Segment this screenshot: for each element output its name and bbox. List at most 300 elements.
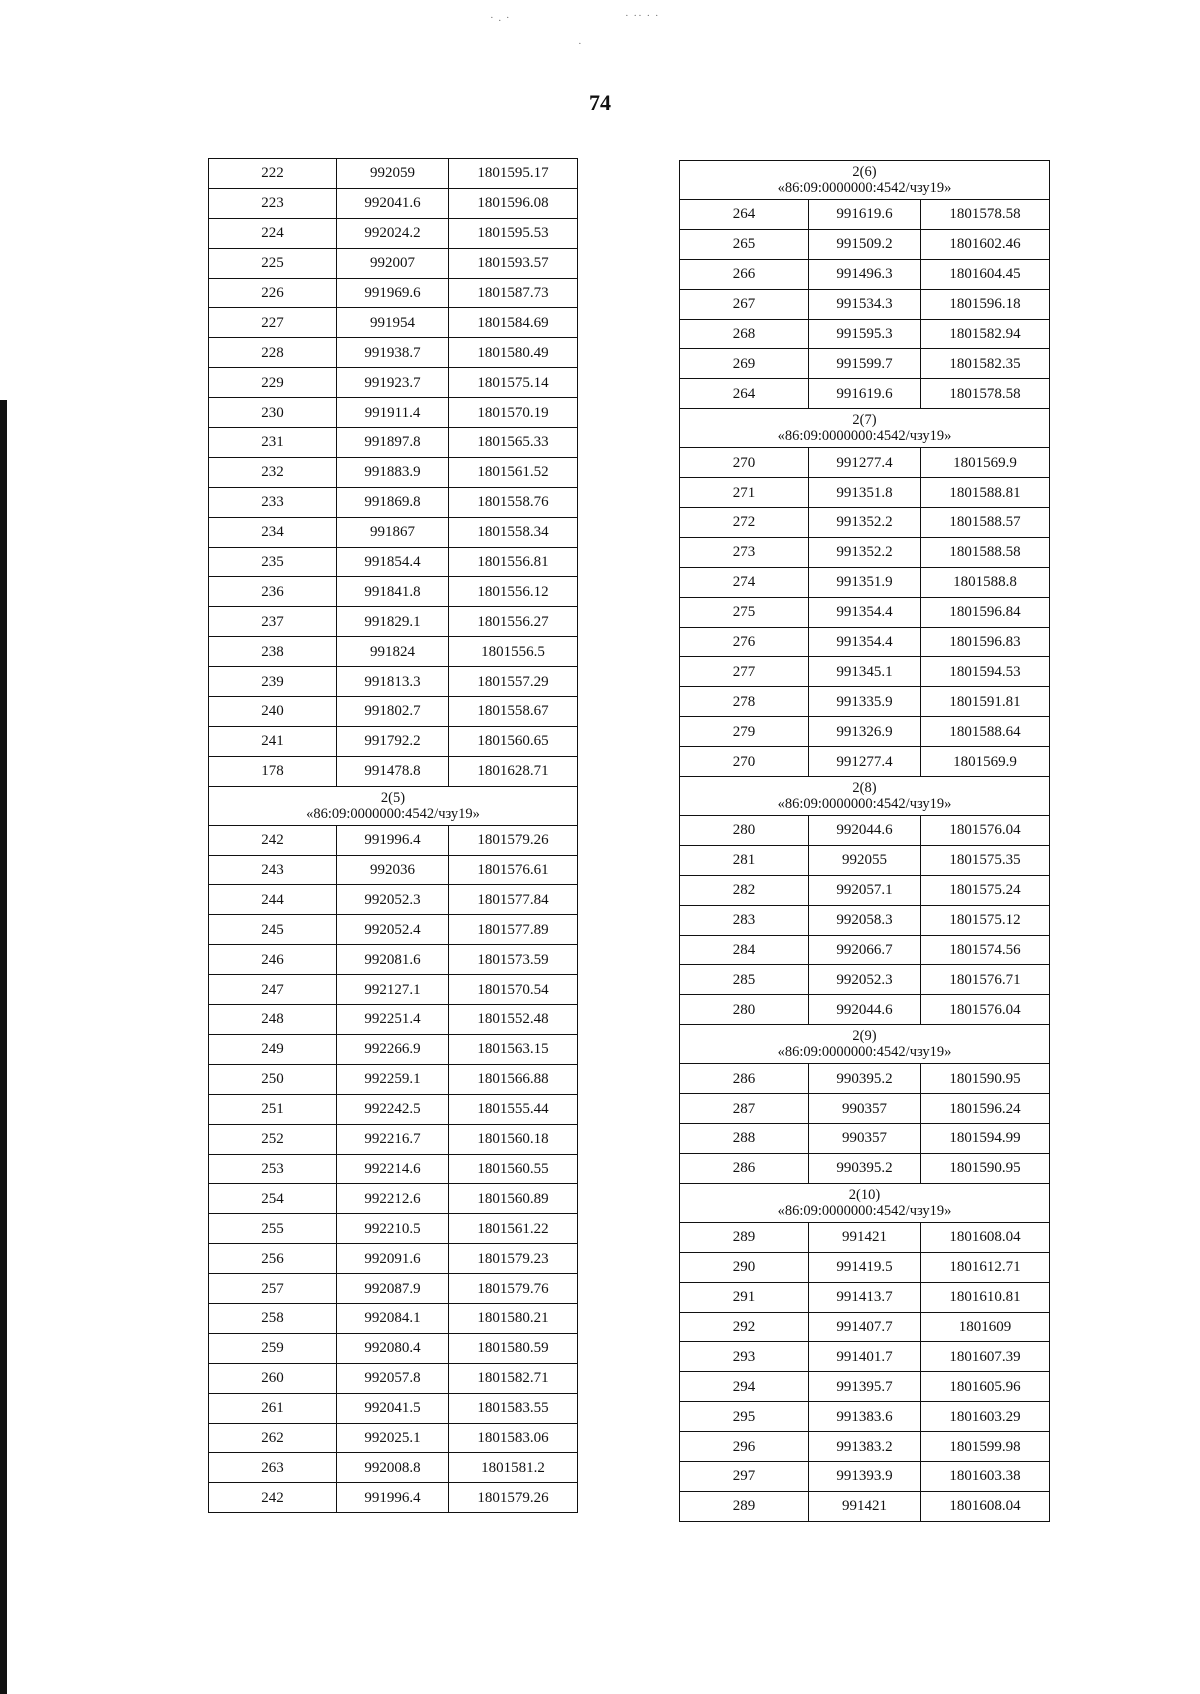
x-coordinate-cell: 991954 [337,308,449,338]
x-coordinate-cell: 990357 [809,1124,921,1154]
x-coordinate-cell: 991352.2 [809,537,921,567]
x-coordinate-cell: 992007 [337,248,449,278]
section-number: 2(10) [848,1186,881,1203]
y-coordinate-cell: 1801583.06 [449,1423,578,1453]
y-coordinate-cell: 1801570.54 [449,975,578,1005]
table-row [680,875,1050,905]
x-coordinate-cell: 991792.2 [337,726,449,756]
point-number-cell: 266 [680,259,809,289]
point-number-cell: 222 [209,159,337,189]
y-coordinate-cell: 1801573.59 [449,945,578,975]
x-coordinate-cell: 991619.6 [809,200,921,230]
section-cadastral-label: «86:09:0000000:4542/чзу19» [777,1202,952,1219]
x-coordinate-cell: 991401.7 [809,1342,921,1372]
point-number-cell: 269 [680,349,809,379]
point-number-cell: 241 [209,726,337,756]
table-row [209,457,578,487]
x-coordinate-cell: 991421 [809,1222,921,1252]
point-number-cell: 225 [209,248,337,278]
y-coordinate-cell: 1801604.45 [921,259,1050,289]
table-row [209,945,578,975]
table-row [209,1154,578,1184]
point-number-cell: 294 [680,1372,809,1402]
point-number-cell: 272 [680,508,809,538]
table-row [209,1393,578,1423]
table-row [680,1064,1050,1094]
table-row [680,1252,1050,1282]
x-coordinate-cell: 992087.9 [337,1274,449,1304]
x-coordinate-cell: 992084.1 [337,1303,449,1333]
table-row [209,915,578,945]
table-row [209,159,578,189]
point-number-cell: 296 [680,1432,809,1462]
point-number-cell: 250 [209,1064,337,1094]
y-coordinate-cell: 1801588.64 [921,717,1050,747]
table-row [680,845,1050,875]
table-row [680,905,1050,935]
table-row [209,278,578,308]
coordinates-table-left [208,158,578,1513]
table-row [680,1124,1050,1154]
x-coordinate-cell: 992057.1 [809,875,921,905]
table-row [680,349,1050,379]
x-coordinate-cell: 992008.8 [337,1453,449,1483]
table-row [209,637,578,667]
point-number-cell: 265 [680,229,809,259]
point-number-cell: 242 [209,825,337,855]
table-row [209,1184,578,1214]
y-coordinate-cell: 1801557.29 [449,667,578,697]
y-coordinate-cell: 1801596.24 [921,1094,1050,1124]
y-coordinate-cell: 1801588.57 [921,508,1050,538]
page-number: 74 [589,90,611,115]
x-coordinate-cell: 992127.1 [337,975,449,1005]
point-number-cell: 248 [209,1005,337,1035]
point-number-cell: 290 [680,1252,809,1282]
coordinates-table-right [679,160,1050,1522]
y-coordinate-cell: 1801556.81 [449,547,578,577]
table-row [209,428,578,458]
section-number: 2(9) [852,1028,877,1045]
x-coordinate-cell: 991383.2 [809,1432,921,1462]
y-coordinate-cell: 1801563.15 [449,1034,578,1064]
table-row [209,1034,578,1064]
x-coordinate-cell: 991897.8 [337,428,449,458]
y-coordinate-cell: 1801588.8 [921,567,1050,597]
x-coordinate-cell: 991813.3 [337,667,449,697]
x-coordinate-cell: 992052.4 [337,915,449,945]
x-coordinate-cell: 992036 [337,855,449,885]
point-number-cell: 283 [680,905,809,935]
x-coordinate-cell: 991923.7 [337,368,449,398]
table-row [209,825,578,855]
y-coordinate-cell: 1801575.14 [449,368,578,398]
point-number-cell: 291 [680,1282,809,1312]
table-row [680,200,1050,230]
x-coordinate-cell: 992210.5 [337,1214,449,1244]
y-coordinate-cell: 1801596.84 [921,597,1050,627]
table-row [209,1303,578,1333]
y-coordinate-cell: 1801579.26 [449,825,578,855]
section-header-row [209,786,578,825]
y-coordinate-cell: 1801581.2 [449,1453,578,1483]
point-number-cell: 245 [209,915,337,945]
y-coordinate-cell: 1801575.35 [921,845,1050,875]
y-coordinate-cell: 1801580.21 [449,1303,578,1333]
table-row [209,547,578,577]
section-number: 2(8) [852,780,877,797]
x-coordinate-cell: 992212.6 [337,1184,449,1214]
scan-artifact: · [578,38,583,50]
table-row [209,1094,578,1124]
y-coordinate-cell: 1801590.95 [921,1064,1050,1094]
point-number-cell: 223 [209,188,337,218]
x-coordinate-cell: 991996.4 [337,825,449,855]
point-number-cell: 267 [680,289,809,319]
point-number-cell: 226 [209,278,337,308]
x-coordinate-cell: 991419.5 [809,1252,921,1282]
x-coordinate-cell: 991352.2 [809,508,921,538]
y-coordinate-cell: 1801612.71 [921,1252,1050,1282]
section-header-row [680,777,1050,816]
x-coordinate-cell: 991351.9 [809,567,921,597]
y-coordinate-cell: 1801560.55 [449,1154,578,1184]
point-number-cell: 264 [680,200,809,230]
table-row [209,517,578,547]
y-coordinate-cell: 1801569.9 [921,747,1050,777]
point-number-cell: 259 [209,1333,337,1363]
x-coordinate-cell: 992058.3 [809,905,921,935]
point-number-cell: 292 [680,1312,809,1342]
point-number-cell: 297 [680,1461,809,1491]
y-coordinate-cell: 1801596.08 [449,188,578,218]
point-number-cell: 261 [209,1393,337,1423]
y-coordinate-cell: 1801556.5 [449,637,578,667]
section-header-row [680,1183,1050,1222]
y-coordinate-cell: 1801556.27 [449,607,578,637]
y-coordinate-cell: 1801579.26 [449,1483,578,1513]
point-number-cell: 249 [209,1034,337,1064]
table-row [680,1491,1050,1521]
table-row [209,1483,578,1513]
table-row [209,667,578,697]
y-coordinate-cell: 1801599.98 [921,1432,1050,1462]
table-row [209,1244,578,1274]
x-coordinate-cell: 992052.3 [809,965,921,995]
point-number-cell: 237 [209,607,337,637]
point-number-cell: 257 [209,1274,337,1304]
table-row [209,487,578,517]
x-coordinate-cell: 992052.3 [337,885,449,915]
y-coordinate-cell: 1801591.81 [921,687,1050,717]
point-number-cell: 286 [680,1064,809,1094]
y-coordinate-cell: 1801574.56 [921,935,1050,965]
section-header [680,1025,1050,1064]
x-coordinate-cell: 991824 [337,637,449,667]
table-row [680,995,1050,1025]
table-row [680,1153,1050,1183]
y-coordinate-cell: 1801576.71 [921,965,1050,995]
x-coordinate-cell: 992041.5 [337,1393,449,1423]
table-row [680,816,1050,846]
section-cadastral-label: «86:09:0000000:4542/чзу19» [306,805,480,822]
point-number-cell: 230 [209,398,337,428]
table-row [680,657,1050,687]
section-number: 2(6) [852,164,877,180]
point-number-cell: 239 [209,667,337,697]
x-coordinate-cell: 991277.4 [809,747,921,777]
table-row [209,1274,578,1304]
x-coordinate-cell: 991911.4 [337,398,449,428]
y-coordinate-cell: 1801578.58 [921,200,1050,230]
table-row [209,188,578,218]
point-number-cell: 260 [209,1363,337,1393]
point-number-cell: 240 [209,697,337,727]
x-coordinate-cell: 991595.3 [809,319,921,349]
x-coordinate-cell: 991421 [809,1491,921,1521]
section-cadastral-label: «86:09:0000000:4542/чзу19» [777,796,952,813]
x-coordinate-cell: 992242.5 [337,1094,449,1124]
y-coordinate-cell: 1801593.57 [449,248,578,278]
y-coordinate-cell: 1801558.34 [449,517,578,547]
point-number-cell: 243 [209,855,337,885]
y-coordinate-cell: 1801609 [921,1312,1050,1342]
y-coordinate-cell: 1801582.35 [921,349,1050,379]
x-coordinate-cell: 991802.7 [337,697,449,727]
table-row [209,1333,578,1363]
point-number-cell: 293 [680,1342,809,1372]
point-number-cell: 238 [209,637,337,667]
point-number-cell: 280 [680,816,809,846]
table-row [680,1402,1050,1432]
point-number-cell: 279 [680,717,809,747]
y-coordinate-cell: 1801582.94 [921,319,1050,349]
table-row [680,717,1050,747]
y-coordinate-cell: 1801570.19 [449,398,578,428]
point-number-cell: 289 [680,1491,809,1521]
point-number-cell: 244 [209,885,337,915]
x-coordinate-cell: 991619.6 [809,379,921,409]
point-number-cell: 274 [680,567,809,597]
x-coordinate-cell: 992057.8 [337,1363,449,1393]
x-coordinate-cell: 991395.7 [809,1372,921,1402]
point-number-cell: 264 [680,379,809,409]
table-row [680,935,1050,965]
table-row [680,1312,1050,1342]
y-coordinate-cell: 1801594.99 [921,1124,1050,1154]
x-coordinate-cell: 992041.6 [337,188,449,218]
point-number-cell: 246 [209,945,337,975]
table-row [209,1124,578,1154]
table-row [680,1461,1050,1491]
x-coordinate-cell: 991345.1 [809,657,921,687]
y-coordinate-cell: 1801558.76 [449,487,578,517]
x-coordinate-cell: 991883.9 [337,457,449,487]
point-number-cell: 277 [680,657,809,687]
y-coordinate-cell: 1801584.69 [449,308,578,338]
y-coordinate-cell: 1801595.53 [449,218,578,248]
x-coordinate-cell: 992081.6 [337,945,449,975]
table-row [209,1064,578,1094]
table-row [209,726,578,756]
point-number-cell: 275 [680,597,809,627]
point-number-cell: 247 [209,975,337,1005]
point-number-cell: 270 [680,448,809,478]
y-coordinate-cell: 1801577.89 [449,915,578,945]
table-row [209,1453,578,1483]
y-coordinate-cell: 1801575.24 [921,875,1050,905]
x-coordinate-cell: 991854.4 [337,547,449,577]
y-coordinate-cell: 1801587.73 [449,278,578,308]
section-cadastral-label: «86:09:0000000:4542/чзу19» [777,428,952,445]
point-number-cell: 281 [680,845,809,875]
table-row [209,368,578,398]
y-coordinate-cell: 1801603.29 [921,1402,1050,1432]
table-row [680,448,1050,478]
x-coordinate-cell: 992044.6 [809,995,921,1025]
table-row [680,597,1050,627]
x-coordinate-cell: 992025.1 [337,1423,449,1453]
point-number-cell: 286 [680,1153,809,1183]
point-number-cell: 284 [680,935,809,965]
y-coordinate-cell: 1801569.9 [921,448,1050,478]
section-header-row [680,409,1050,448]
x-coordinate-cell: 992214.6 [337,1154,449,1184]
point-number-cell: 178 [209,756,337,786]
section-cadastral-label: «86:09:0000000:4542/чзу19» [777,180,952,196]
table-row [680,965,1050,995]
table-row [680,478,1050,508]
y-coordinate-cell: 1801608.04 [921,1222,1050,1252]
section-number: 2(7) [852,412,877,429]
coordinates-table-left-body [209,159,578,1513]
x-coordinate-cell: 992080.4 [337,1333,449,1363]
table-row [209,338,578,368]
y-coordinate-cell: 1801579.23 [449,1244,578,1274]
x-coordinate-cell: 992066.7 [809,935,921,965]
x-coordinate-cell: 992259.1 [337,1064,449,1094]
x-coordinate-cell: 991277.4 [809,448,921,478]
y-coordinate-cell: 1801560.65 [449,726,578,756]
x-coordinate-cell: 991496.3 [809,259,921,289]
point-number-cell: 242 [209,1483,337,1513]
y-coordinate-cell: 1801596.18 [921,289,1050,319]
x-coordinate-cell: 991478.8 [337,756,449,786]
table-row [680,1432,1050,1462]
point-number-cell: 278 [680,687,809,717]
y-coordinate-cell: 1801610.81 [921,1282,1050,1312]
y-coordinate-cell: 1801595.17 [449,159,578,189]
x-coordinate-cell: 991996.4 [337,1483,449,1513]
y-coordinate-cell: 1801605.96 [921,1372,1050,1402]
y-coordinate-cell: 1801561.52 [449,457,578,487]
table-row [209,308,578,338]
point-number-cell: 280 [680,995,809,1025]
table-row [680,508,1050,538]
section-header-row [680,161,1050,200]
x-coordinate-cell: 992059 [337,159,449,189]
table-row [209,855,578,885]
table-row [209,885,578,915]
table-row [680,1372,1050,1402]
x-coordinate-cell: 992091.6 [337,1244,449,1274]
y-coordinate-cell: 1801575.12 [921,905,1050,935]
point-number-cell: 252 [209,1124,337,1154]
table-row [680,289,1050,319]
x-coordinate-cell: 991407.7 [809,1312,921,1342]
table-row [209,398,578,428]
point-number-cell: 263 [209,1453,337,1483]
x-coordinate-cell: 991354.4 [809,597,921,627]
x-coordinate-cell: 992216.7 [337,1124,449,1154]
table-row [209,756,578,786]
table-row [680,1094,1050,1124]
y-coordinate-cell: 1801552.48 [449,1005,578,1035]
point-number-cell: 255 [209,1214,337,1244]
x-coordinate-cell: 990395.2 [809,1064,921,1094]
x-coordinate-cell: 990357 [809,1094,921,1124]
point-number-cell: 268 [680,319,809,349]
point-number-cell: 256 [209,1244,337,1274]
table-row [680,379,1050,409]
point-number-cell: 232 [209,457,337,487]
y-coordinate-cell: 1801588.81 [921,478,1050,508]
y-coordinate-cell: 1801580.49 [449,338,578,368]
y-coordinate-cell: 1801603.38 [921,1461,1050,1491]
section-header [680,161,1050,200]
y-coordinate-cell: 1801558.67 [449,697,578,727]
x-coordinate-cell: 991841.8 [337,577,449,607]
x-coordinate-cell: 990395.2 [809,1153,921,1183]
x-coordinate-cell: 991938.7 [337,338,449,368]
point-number-cell: 229 [209,368,337,398]
x-coordinate-cell: 991867 [337,517,449,547]
coordinates-table-right-body [680,161,1050,1522]
point-number-cell: 276 [680,627,809,657]
point-number-cell: 258 [209,1303,337,1333]
table-row [209,1423,578,1453]
table-row [209,248,578,278]
y-coordinate-cell: 1801582.71 [449,1363,578,1393]
section-number: 2(5) [380,789,406,806]
x-coordinate-cell: 991509.2 [809,229,921,259]
table-row [680,259,1050,289]
table-row [680,229,1050,259]
point-number-cell: 270 [680,747,809,777]
y-coordinate-cell: 1801560.89 [449,1184,578,1214]
point-number-cell: 251 [209,1094,337,1124]
table-row [680,747,1050,777]
section-header [680,1183,1050,1222]
section-header [209,786,578,825]
y-coordinate-cell: 1801580.59 [449,1333,578,1363]
x-coordinate-cell: 991335.9 [809,687,921,717]
x-coordinate-cell: 992044.6 [809,816,921,846]
table-row [209,1005,578,1035]
x-coordinate-cell: 991534.3 [809,289,921,319]
y-coordinate-cell: 1801590.95 [921,1153,1050,1183]
table-row [209,1214,578,1244]
table-row [680,537,1050,567]
x-coordinate-cell: 992055 [809,845,921,875]
point-number-cell: 233 [209,487,337,517]
point-number-cell: 235 [209,547,337,577]
point-number-cell: 285 [680,965,809,995]
table-row [209,577,578,607]
y-coordinate-cell: 1801607.39 [921,1342,1050,1372]
y-coordinate-cell: 1801583.55 [449,1393,578,1423]
table-row [680,627,1050,657]
